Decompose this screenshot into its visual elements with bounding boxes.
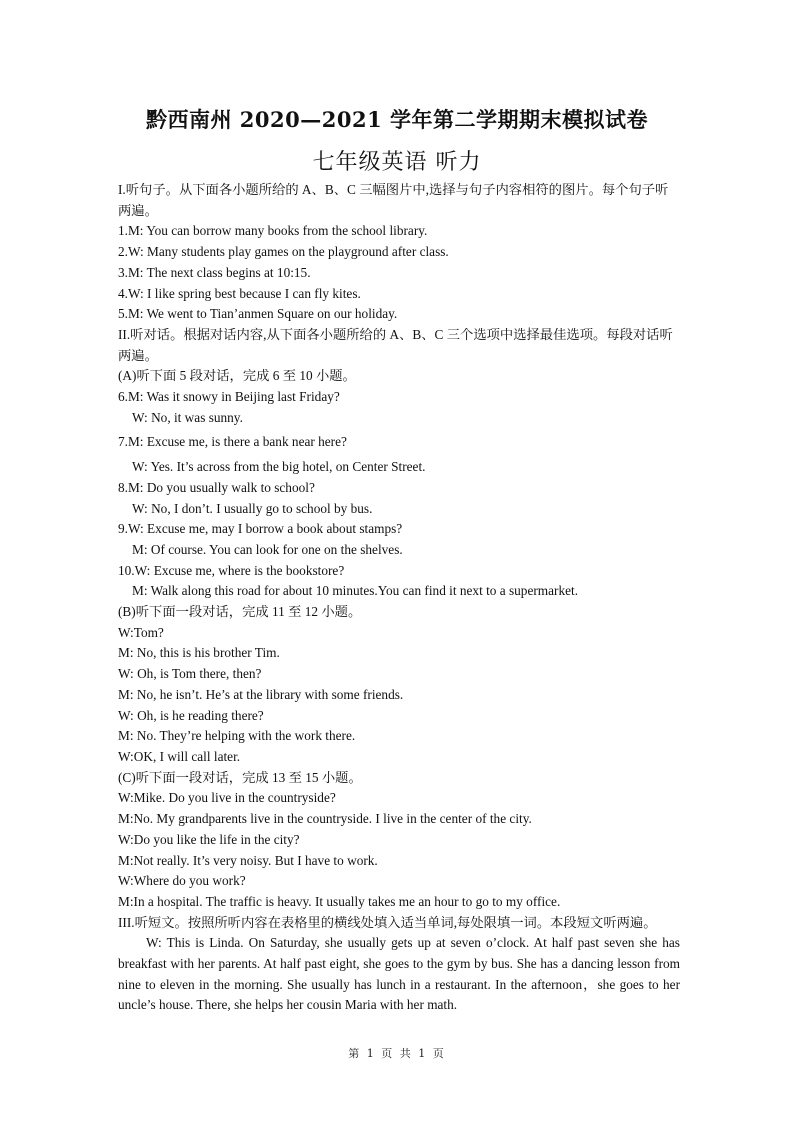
section-1-item: 4.W: I like spring best because I can fly kites. <box>118 285 361 301</box>
section-3-passage: W: This is Linda. On Saturday, she usually gets up at seven o’clock. At half past seven she has breakfast with her parents. At half past eight, she goes to the gym by bus. She has a dancing lesson from nine to eleven in the morning. She usually has lunch in a restaurant. In the afternoon，she goes to her uncle’s house. There, she helps her cousin Maria with her math. <box>118 935 680 1013</box>
dialogue-line: W:OK, I will call later. <box>118 748 241 764</box>
dialogue-line: W: Oh, is he reading there? <box>118 707 264 723</box>
page-footer: 第 1 页 共 1 页 <box>348 1047 446 1060</box>
dialogue-line: W: No, I don’t. I usually go to school by bus. <box>132 500 373 516</box>
dialogue-line: 6.M: Was it snowy in Beijing last Friday? <box>118 389 340 405</box>
dialogue-line: M: No. They’re helping with the work there. <box>118 728 356 744</box>
section-1-item: 1.M: You can borrow many books from the school library. <box>118 223 428 239</box>
dialogue-line: M:No. My grandparents live in the countryside. I live in the center of the city. <box>118 811 532 827</box>
section-2-heading: II.听对话。根据对话内容,从下面各小题所给的 A、B、C 三个选项中选择最佳选项。每段对话听两遍。 <box>118 326 673 363</box>
dialogue-line: W:Do you like the life in the city? <box>118 831 300 847</box>
dialogue-line: M: No, he isn’t. He’s at the library with some friends. <box>118 686 404 702</box>
dialogue-line: 9.W: Excuse me, may I borrow a book about stamps? <box>118 521 403 537</box>
dialogue-line: M:Not really. It’s very noisy. But I have to work. <box>118 852 378 868</box>
dialogue-line: 8.M: Do you usually walk to school? <box>118 479 315 495</box>
part-c-heading: (C)听下面一段对话，完成 13 至 15 小题。 <box>118 769 362 785</box>
part-a-heading: (A)听下面 5 段对话，完成 6 至 10 小题。 <box>118 368 356 384</box>
dialogue-line: 10.W: Excuse me, where is the bookstore? <box>118 562 345 578</box>
dialogue-line: M: Walk along this road for about 10 minutes.You can find it next to a supermarket. <box>132 583 579 599</box>
dialogue-line: 7.M: Excuse me, is there a bank near here? <box>118 434 347 450</box>
exam-subtitle: 七年级英语 听力 <box>312 150 482 175</box>
dialogue-line: W:Where do you work? <box>118 873 246 889</box>
dialogue-line: W: Yes. It’s across from the big hotel, on Center Street. <box>132 459 426 475</box>
section-3-heading: III.听短文。按照所听内容在表格里的横线处填入适当单词,每处限填一词。本段短文听两遍。 <box>118 914 657 930</box>
dialogue-line: M: Of course. You can look for one on the shelves. <box>132 541 403 557</box>
dialogue-line: W: No, it was sunny. <box>132 409 243 425</box>
dialogue-line: W:Tom? <box>118 624 164 640</box>
section-1-item: 5.M: We went to Tian’anmen Square on our holiday. <box>118 306 398 322</box>
section-1-heading: I.听句子。从下面各小题所给的 A、B、C 三幅图片中,选择与句子内容相符的图片。每个句子听两遍。 <box>118 182 669 218</box>
dialogue-line: W: Oh, is Tom there, then? <box>118 666 262 682</box>
part-b-heading: (B)听下面一段对话，完成 11 至 12 小题。 <box>118 604 362 620</box>
listening-script <box>118 180 680 1016</box>
section-1-item: 2.W: Many students play games on the playground after class. <box>118 244 449 260</box>
exam-title: 黔西南州 2020—2021 学年第二学期期末模拟试卷 <box>145 107 648 132</box>
dialogue-line: W:Mike. Do you live in the countryside? <box>118 790 336 806</box>
section-1-item: 3.M: The next class begins at 10:15. <box>118 264 311 280</box>
dialogue-line: M: No, this is his brother Tim. <box>118 645 280 661</box>
dialogue-line: M:In a hospital. The traffic is heavy. It usually takes me an hour to go to my office. <box>118 893 561 909</box>
